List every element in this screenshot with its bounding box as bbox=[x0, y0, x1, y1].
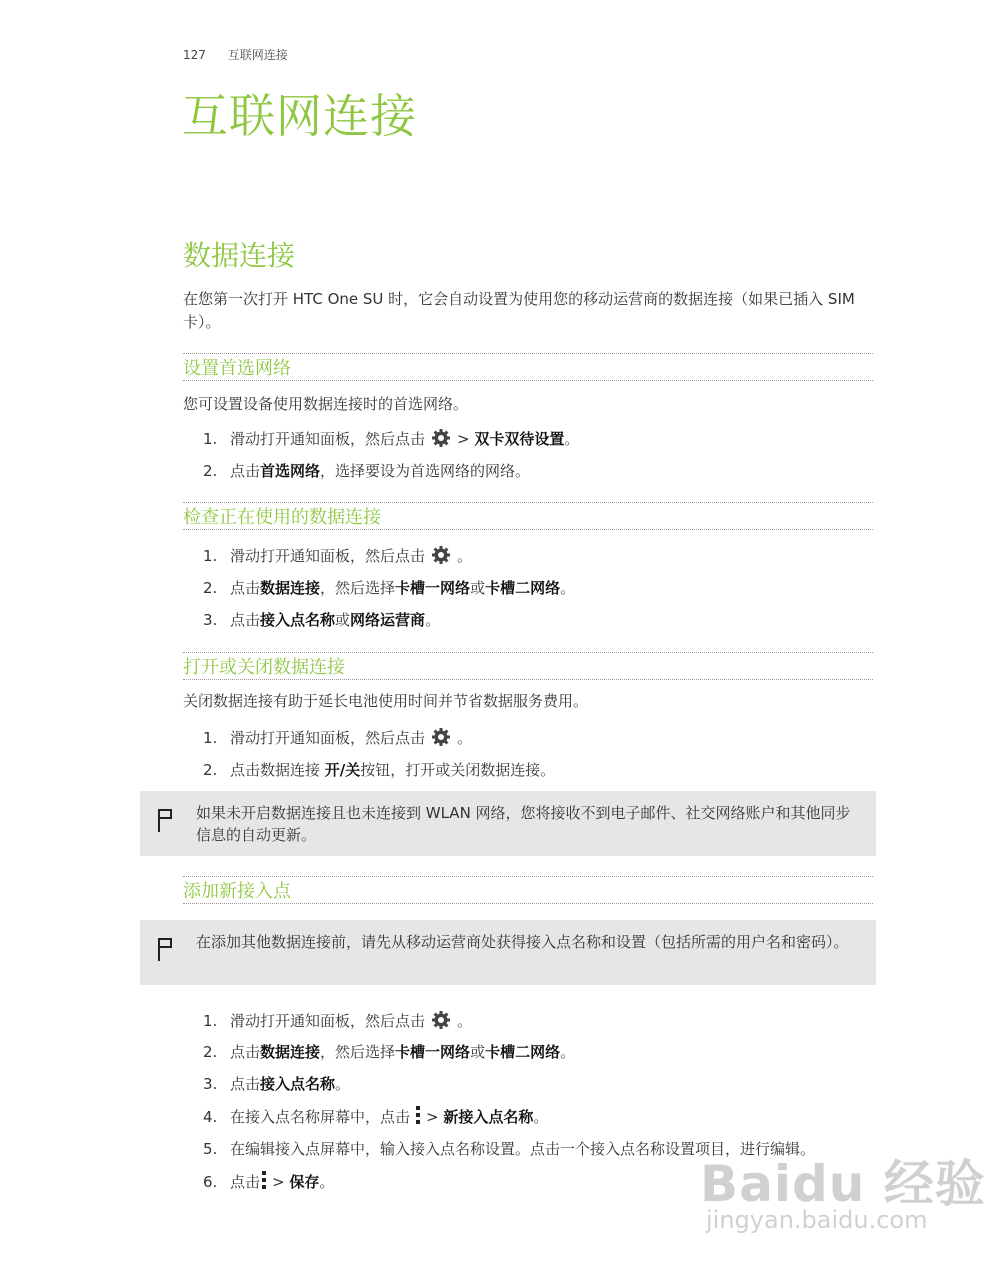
menu-dots-icon bbox=[261, 1171, 267, 1189]
page-number: 127 bbox=[183, 48, 206, 62]
subheading-toggle-data: 打开或关闭数据连接 bbox=[183, 652, 873, 680]
menu-dots-icon bbox=[415, 1106, 421, 1124]
subheading-add-apn: 添加新接入点 bbox=[183, 876, 873, 904]
step-number: 1. bbox=[203, 1012, 218, 1030]
step-item: 1. 滑动打开通知面板，然后点击 。 bbox=[203, 547, 473, 565]
step-number: 4. bbox=[203, 1108, 218, 1126]
step-number: 3. bbox=[203, 611, 218, 629]
chapter-title: 互联网连接 bbox=[182, 89, 417, 143]
step-number: 1. bbox=[203, 729, 218, 747]
step-number: 5. bbox=[203, 1140, 218, 1158]
gear-icon bbox=[431, 545, 451, 565]
note-box bbox=[140, 920, 876, 985]
step-item: 1. 滑动打开通知面板，然后点击 。 bbox=[203, 729, 473, 747]
note-box bbox=[140, 791, 876, 856]
step-number: 1. bbox=[203, 547, 218, 565]
step-item: 3. 点击接入点名称或网络运营商。 bbox=[203, 611, 441, 629]
toggle-data-desc: 关闭数据连接有助于延长电池使用时间并节省数据服务费用。 bbox=[183, 692, 589, 710]
intro-paragraph: 在您第一次打开 HTC One SU 时，它会自动设置为使用您的移动运营商的数据连接（如果已插入 SIM 卡）。 bbox=[183, 290, 855, 331]
step-item: 2. 点击数据连接，然后选择卡槽一网络或卡槽二网络。 bbox=[203, 1043, 576, 1061]
note-text: 在添加其他数据连接前，请先从移动运营商处获得接入点名称和设置（包括所需的用户名和密码）。 bbox=[196, 933, 849, 951]
step-number: 2. bbox=[203, 579, 218, 597]
step-number: 3. bbox=[203, 1075, 218, 1093]
baidu-watermark bbox=[700, 1140, 986, 1260]
step-item: 2. 点击数据连接，然后选择卡槽一网络或卡槽二网络。 bbox=[203, 579, 576, 597]
step-item: 1. 滑动打开通知面板，然后点击 > 双卡双待设置。 bbox=[203, 430, 580, 448]
step-item: 1. 滑动打开通知面板，然后点击 。 bbox=[203, 1012, 473, 1030]
running-title: 互联网连接 bbox=[227, 48, 288, 62]
subheading-preferred-network: 设置首选网络 bbox=[183, 353, 873, 381]
gear-icon bbox=[431, 428, 451, 448]
gear-icon bbox=[431, 1010, 451, 1030]
flag-note-icon bbox=[156, 936, 174, 962]
step-item: 3. 点击接入点名称。 bbox=[203, 1075, 351, 1093]
step-item: 5. 在编辑接入点屏幕中，输入接入点名称设置。点击一个接入点名称设置项目，进行编辑。 bbox=[203, 1140, 816, 1158]
running-header bbox=[183, 46, 288, 63]
watermark-url: jingyan.baidu.com bbox=[706, 1206, 928, 1234]
step-item: 4. 在接入点名称屏幕中，点击 > 新接入点名称。 bbox=[203, 1108, 549, 1126]
note-text: 如果未开启数据连接且也未连接到 WLAN 网络，您将接收不到电子邮件、社交网络账户和其他同步信息的自动更新。 bbox=[196, 804, 851, 844]
step-number: 2. bbox=[203, 1043, 218, 1061]
flag-note-icon bbox=[156, 807, 174, 833]
step-item: 2. 点击数据连接 开/关按钮，打开或关闭数据连接。 bbox=[203, 761, 556, 779]
step-item: 6. 点击 > 保存。 bbox=[203, 1173, 335, 1191]
section-title: 数据连接 bbox=[183, 239, 296, 272]
subheading-check-connection: 检查正在使用的数据连接 bbox=[183, 502, 873, 530]
preferred-network-desc: 您可设置设备使用数据连接时的首选网络。 bbox=[183, 395, 469, 413]
step-number: 6. bbox=[203, 1173, 218, 1191]
gear-icon bbox=[431, 727, 451, 747]
watermark-logo: Baidu 经验 bbox=[700, 1155, 986, 1213]
step-number: 2. bbox=[203, 462, 218, 480]
step-item: 2. 点击首选网络，选择要设为首选网络的网络。 bbox=[203, 462, 531, 480]
step-number: 1. bbox=[203, 430, 218, 448]
step-number: 2. bbox=[203, 761, 218, 779]
